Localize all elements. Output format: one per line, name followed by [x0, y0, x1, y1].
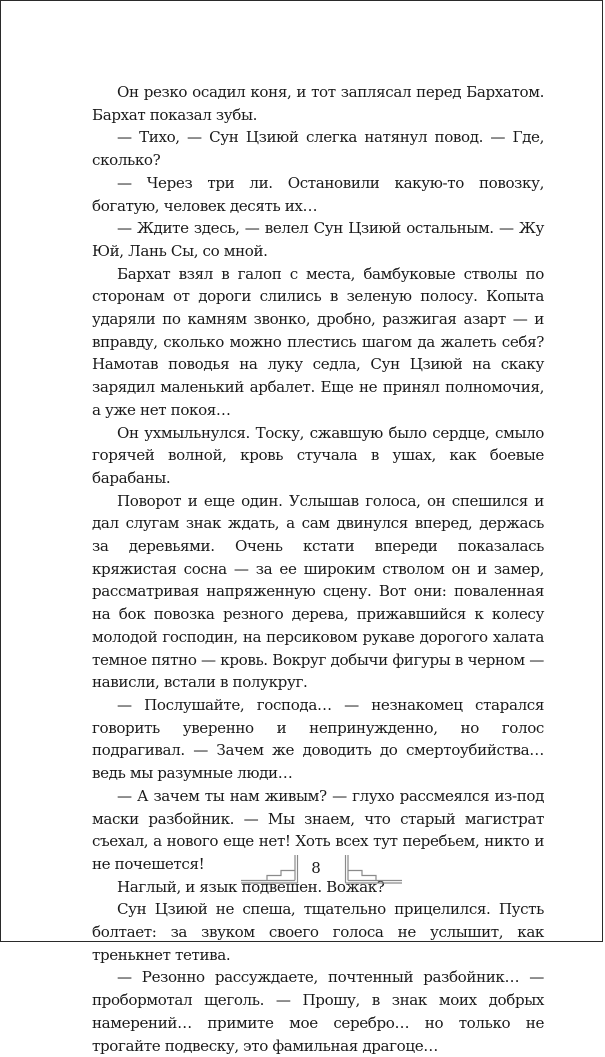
paragraph-3: — Через три ли. Остановили какую-то повозку, богатую, человек десять их… [92, 173, 544, 215]
stepped-line-ornament-left-icon [241, 852, 301, 888]
paragraph-1: Он резко осадил коня, и тот заплясал перед Бархатом. Бархат показал зубы. [92, 83, 544, 124]
paragraph-5: Бархат взял в галоп с места, бамбуковые стволы по сторонам от дороги слились в зеленую полосу. Копыта ударяли по камням звонко, дробно, разжигая азарт — и вправду, сколько можно плестись шагом да жалеть себя? Намотав поводья на луку седла, Сун Цзиюй на скаку зарядил маленький арбалет. Еще не принял полномочия, а уже нет покоя… [92, 264, 544, 419]
page-footer [1, 852, 604, 888]
paragraph-11: Сун Цзиюй не спеша, тщательно прицелился. Пусть болтает: за звуком своего голоса не услышит, как тренькнет тетива. [92, 900, 544, 964]
paragraph-4: — Ждите здесь, — велел Сун Цзиюй остальным. — Жу Юй, Лань Сы, со мной. [92, 219, 544, 260]
body-text [92, 81, 544, 1057]
paragraph-12: — Резонно рассуждаете, почтенный разбойник… — пробормотал щеголь. — Прошу, в знак моих добрых намерений… примите мое серебро… но только не трогайте подвеску, это фамильная драгоце… [92, 968, 544, 1055]
paragraph-9: — А зачем ты нам живым? — глухо рассмеялся из-под маски разбойник. — Мы знаем, что старый магистрат съехал, а нового еще нет! Хоть всех тут перебьем, никто и не почешется! [92, 786, 544, 873]
stepped-line-ornament-right-icon [342, 852, 402, 888]
page-number: 8 [311, 859, 321, 877]
paragraph-10: Наглый, и язык подвешен. Вожак? [117, 877, 385, 896]
paragraph-7: Поворот и еще один. Услышав голоса, он спешился и дал слугам знак ждать, а сам двинулся вперед, держась за деревьями. Очень кстати впереди показалась кряжистая сосна — за ее широким стволом он и замер, рассматривая напряженную сцену. Вот они: поваленная на бок повозка резного дерева, прижавшийся к колесу молодой господин, на персиковом рукаве дорогого халата темное пятно — кровь. Вокруг добычи фигуры в черном — нависли, встали в полукруг. [92, 491, 544, 692]
paragraph-8: — Послушайте, господа… — незнакомец старался говорить уверенно и непринужденно, но голос подрагивал. — Зачем же доводить до смертоубийства… ведь мы разумные люди… [92, 695, 544, 783]
paragraph-2: — Тихо, — Сун Цзиюй слегка натянул повод. — Где, сколько? [92, 128, 544, 170]
paragraph-6: Он ухмыльнулся. Тоску, сжавшую было сердце, смыло горячей волной, кровь стучала в ушах, как боевые барабаны. [92, 423, 544, 487]
